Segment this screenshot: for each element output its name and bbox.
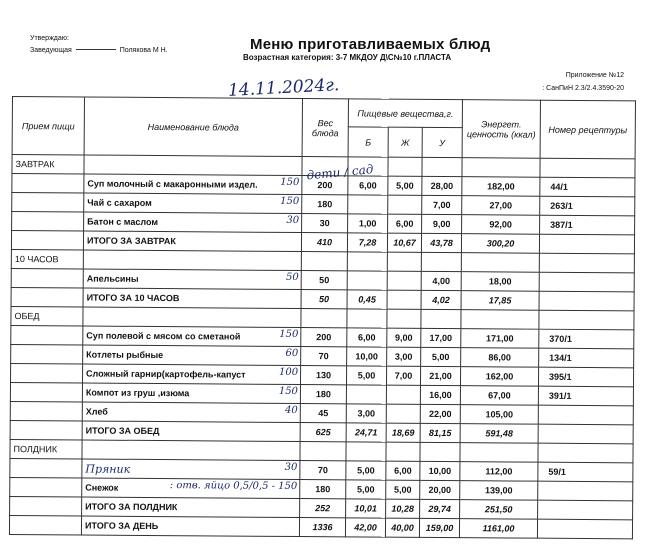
handwritten-portion: : отв. яйцо 0,5/0,5 - 150 — [169, 480, 298, 493]
empty-cell — [10, 420, 82, 440]
approval-block — [30, 33, 168, 57]
col-meal: Прием пищи — [12, 97, 84, 156]
approve-label: Утверждаю: — [30, 35, 69, 42]
recipe-cell: 395/1 — [538, 367, 633, 387]
empty-cell — [9, 515, 81, 535]
weight-cell: 50 — [301, 271, 347, 290]
protein-cell: 1,00 — [348, 214, 388, 233]
empty-cell — [84, 155, 302, 176]
dish-name-text: Суп полевой с мясом со сметаной — [86, 330, 241, 342]
energy-cell: 86,00 — [461, 348, 539, 368]
recipe-cell: 44/1 — [540, 177, 635, 197]
handwritten-portion: 150 — [278, 385, 298, 398]
handwritten-portion: 60 — [285, 347, 299, 360]
energy-cell: 105,00 — [460, 405, 538, 425]
fat-cell: 5,00 — [386, 480, 420, 499]
weight-cell: 200 — [302, 176, 348, 195]
weight-cell: 180 — [300, 385, 346, 404]
fat-cell: 5,00 — [388, 176, 422, 195]
dish-name — [82, 364, 300, 385]
fat-cell: 6,00 — [388, 214, 422, 233]
page-title: Меню приготавливаемых блюд — [250, 36, 491, 53]
dish-name-text: ИТОГО ЗА ПОЛДНИК — [85, 501, 178, 513]
empty-cell — [83, 307, 301, 328]
page-subtitle: Возрастная категория: 3-7 МКДОУ Д\С№10 г.ПЛАСТА — [243, 53, 452, 62]
protein-cell: 10,01 — [346, 499, 386, 518]
energy-cell: 92,00 — [462, 215, 540, 235]
handwritten-portion: 30 — [284, 461, 298, 474]
weight-cell: 130 — [300, 366, 346, 385]
dish-name — [82, 421, 300, 442]
empty-cell — [82, 440, 300, 461]
carb-cell: 28,00 — [422, 176, 462, 195]
energy-cell: 1161,00 — [459, 519, 537, 539]
empty-cell — [301, 309, 347, 328]
col-zh: Ж — [388, 127, 422, 157]
dish-name-text: Хлеб — [85, 406, 108, 417]
menu-sheet — [9, 96, 642, 539]
menu-table — [9, 96, 636, 539]
weight-cell: 50 — [301, 290, 347, 309]
fat-cell: 40,00 — [385, 518, 419, 537]
empty-cell — [10, 382, 82, 402]
carb-cell: 4,02 — [421, 290, 461, 309]
empty-cell — [12, 193, 84, 213]
fat-cell — [388, 195, 422, 214]
meal-name: ОБЕД — [11, 306, 83, 326]
empty-cell — [346, 442, 386, 461]
recipe-cell — [538, 500, 633, 520]
energy-cell: 251,50 — [460, 500, 538, 520]
meal-name: ПОЛДНИК — [10, 439, 82, 459]
empty-cell — [421, 252, 461, 271]
protein-cell: 3,00 — [346, 404, 386, 423]
empty-cell — [300, 442, 346, 461]
empty-cell — [539, 253, 634, 273]
sanpin-reference: : СанПиН 2.3/2.4.3590-20 — [542, 85, 624, 92]
fat-cell — [387, 290, 421, 309]
fat-cell: 10,67 — [387, 233, 421, 252]
protein-cell — [347, 271, 387, 290]
recipe-cell: 391/1 — [538, 386, 633, 406]
recipe-cell: 263/1 — [540, 196, 635, 216]
fat-cell: 10,28 — [386, 499, 420, 518]
handwritten-portion: 150 — [280, 176, 300, 189]
menu-body — [9, 155, 635, 539]
empty-cell — [10, 496, 82, 516]
carb-cell: 21,00 — [420, 366, 460, 385]
carb-cell: 43,78 — [421, 233, 461, 252]
dish-name — [84, 174, 302, 195]
dish-name-text: ИТОГО ЗА ОБЕД — [85, 425, 160, 437]
recipe-cell — [538, 405, 633, 425]
protein-cell: 6,00 — [348, 176, 388, 195]
weight-cell: 45 — [300, 404, 346, 423]
dish-name-text: ИТОГО ЗА ЗАВТРАК — [86, 235, 176, 247]
empty-cell — [386, 442, 420, 461]
empty-cell — [12, 174, 84, 194]
handwritten-portion: 150 — [280, 195, 300, 208]
signature-line — [76, 49, 116, 50]
empty-cell — [11, 231, 83, 251]
fat-cell — [387, 271, 421, 290]
protein-cell — [346, 385, 386, 404]
protein-cell: 5,00 — [346, 366, 386, 385]
protein-cell: 6,00 — [347, 328, 387, 347]
dish-name-text: Котлеты рыбные — [86, 349, 164, 361]
recipe-cell: 370/1 — [539, 329, 634, 349]
empty-cell — [420, 442, 460, 461]
empty-cell — [11, 325, 83, 345]
protein-cell — [348, 195, 388, 214]
energy-cell: 112,00 — [460, 462, 538, 482]
weight-cell: 70 — [301, 347, 347, 366]
fat-cell — [386, 385, 420, 404]
recipe-cell — [538, 424, 633, 444]
energy-cell: 162,00 — [460, 367, 538, 387]
empty-cell — [83, 250, 301, 271]
appendix-block — [542, 69, 624, 95]
energy-cell: 27,00 — [462, 196, 540, 216]
energy-cell: 171,00 — [461, 329, 539, 349]
carb-cell: 22,00 — [420, 404, 460, 423]
handwritten-portion: 40 — [285, 404, 298, 417]
col-nutrients: Пищевые вещества,г. — [348, 99, 462, 128]
dish-name — [83, 326, 301, 347]
energy-cell: 182,00 — [462, 177, 540, 197]
protein-cell: 24,71 — [346, 423, 386, 442]
dish-name — [84, 212, 302, 233]
fat-cell: 7,00 — [386, 366, 420, 385]
handwritten-portion: 50 — [285, 271, 299, 284]
empty-cell — [11, 268, 83, 288]
dish-name-text: Снежок — [85, 482, 119, 493]
dish-name-text: ИТОГО ЗА ДЕНЬ — [84, 520, 159, 532]
dish-name — [82, 383, 300, 404]
energy-cell: 18,00 — [461, 272, 539, 292]
head-line — [30, 45, 168, 57]
carb-cell: 9,00 — [422, 214, 462, 233]
meal-name: ЗАВТРАК — [12, 155, 84, 175]
dish-name-text: Апельсины — [86, 273, 139, 284]
handwritten-portion: 150 — [279, 328, 299, 341]
weight-cell: 180 — [302, 195, 348, 214]
dish-name — [82, 478, 300, 499]
weight-cell: 70 — [300, 461, 346, 480]
protein-cell: 5,00 — [346, 480, 386, 499]
dish-name-text: ИТОГО ЗА 10 ЧАСОВ — [86, 292, 180, 304]
weight-cell: 200 — [301, 328, 347, 347]
dish-name — [81, 516, 299, 537]
carb-cell: 81,15 — [420, 423, 460, 442]
col-energy: Энергет. ценность (ккал) — [462, 100, 540, 159]
dish-name — [82, 459, 300, 480]
carb-cell: 5,00 — [421, 347, 461, 366]
carb-cell: 29,74 — [420, 499, 460, 518]
empty-cell — [10, 401, 82, 421]
col-u: У — [422, 127, 462, 157]
protein-cell: 42,00 — [345, 518, 385, 537]
recipe-cell — [539, 234, 634, 254]
meal-name: 10 ЧАСОВ — [11, 249, 83, 269]
carb-cell: 16,00 — [420, 385, 460, 404]
energy-cell: 139,00 — [460, 481, 538, 501]
empty-cell — [461, 253, 539, 273]
carb-cell: 7,00 — [422, 195, 462, 214]
fat-cell: 18,69 — [386, 423, 420, 442]
empty-cell — [10, 477, 82, 497]
energy-cell: 67,00 — [460, 386, 538, 406]
dish-name-text: Батон с маслом — [87, 216, 159, 228]
protein-cell: 0,45 — [347, 290, 387, 309]
empty-cell — [10, 458, 82, 478]
dish-name — [83, 345, 301, 366]
dish-name — [83, 269, 301, 290]
appendix-number: Приложение №12 — [565, 72, 624, 79]
weight-cell: 30 — [302, 214, 348, 233]
protein-cell: 7,28 — [347, 233, 387, 252]
weight-cell: 1336 — [299, 518, 345, 537]
empty-cell — [460, 443, 538, 463]
carb-cell: 159,00 — [419, 518, 459, 537]
energy-cell: 591,48 — [460, 424, 538, 444]
dish-name — [84, 193, 302, 214]
empty-cell — [461, 310, 539, 330]
dish-name-text: Суп молочный с макаронными издел. — [87, 178, 258, 190]
head-name: Полякова М Н. — [119, 47, 168, 54]
empty-cell — [388, 157, 422, 176]
recipe-cell: 134/1 — [539, 348, 634, 368]
fat-cell: 9,00 — [387, 328, 421, 347]
dish-name — [83, 231, 301, 252]
handwritten-note: дети / сад — [305, 162, 374, 183]
handwritten-portion: 30 — [286, 214, 300, 227]
empty-cell — [347, 252, 387, 271]
total-row — [9, 515, 632, 538]
recipe-cell: 387/1 — [540, 215, 635, 235]
weight-cell: 180 — [300, 480, 346, 499]
dish-name — [82, 497, 300, 518]
recipe-cell — [539, 272, 634, 292]
dish-name — [83, 288, 301, 309]
energy-cell: 300,20 — [461, 234, 539, 254]
carb-cell: 20,00 — [420, 480, 460, 499]
dish-name-text: Компот из груш ,изюма — [85, 387, 190, 399]
col-recipe: Номер рецептуры — [540, 100, 635, 159]
recipe-cell — [539, 291, 634, 311]
protein-cell: 5,00 — [346, 461, 386, 480]
protein-cell: 10,00 — [347, 347, 387, 366]
empty-cell — [11, 287, 83, 307]
carb-cell: 17,00 — [421, 328, 461, 347]
dish-name-text: Пряник — [85, 462, 131, 476]
recipe-cell: 59/1 — [538, 462, 633, 482]
empty-cell — [538, 443, 633, 463]
weight-cell: 625 — [300, 423, 346, 442]
empty-cell — [10, 363, 82, 383]
weight-cell: 410 — [301, 233, 347, 252]
carb-cell: 4,00 — [421, 271, 461, 290]
empty-cell — [12, 212, 84, 232]
empty-cell — [462, 158, 540, 178]
recipe-cell — [538, 481, 633, 501]
handwritten-portion: 100 — [278, 366, 299, 379]
head-label: Заведующая — [30, 47, 72, 54]
empty-cell — [387, 309, 421, 328]
empty-cell — [347, 309, 387, 328]
fat-cell: 6,00 — [386, 461, 420, 480]
fat-cell: 3,00 — [387, 347, 421, 366]
empty-cell — [540, 158, 635, 178]
empty-cell — [539, 310, 634, 330]
energy-cell: 17,85 — [461, 291, 539, 311]
col-name: Наименование блюда — [84, 97, 302, 157]
empty-cell — [301, 252, 347, 271]
dish-name-text: Сложный гарнир(картофель-капуст — [86, 368, 246, 380]
col-b: Б — [348, 127, 388, 157]
empty-cell — [422, 157, 462, 176]
carb-cell: 10,00 — [420, 461, 460, 480]
col-weight: Вес блюда — [302, 99, 348, 157]
weight-cell: 252 — [300, 499, 346, 518]
empty-cell — [421, 309, 461, 328]
fat-cell — [386, 404, 420, 423]
recipe-cell — [537, 519, 632, 539]
dish-name — [82, 402, 300, 423]
empty-cell — [387, 252, 421, 271]
dish-name-text: Чай с сахаром — [87, 197, 152, 208]
empty-cell — [11, 344, 83, 364]
handwritten-date: 14.11.2024г. — [227, 75, 340, 101]
